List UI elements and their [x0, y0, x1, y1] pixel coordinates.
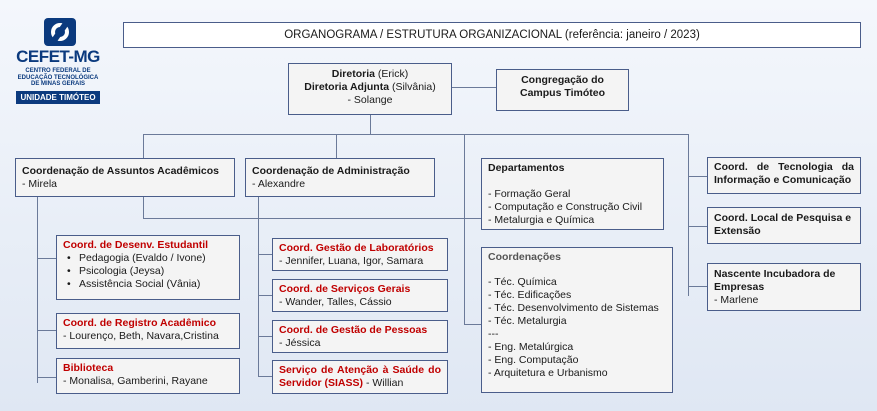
administracao-title: Coordenação de Administração — [252, 165, 410, 177]
diretoria-line1 — [295, 68, 445, 81]
diretoria-staff: - Solange — [347, 94, 393, 106]
incubadora-box — [707, 263, 861, 311]
biblioteca-box — [56, 358, 240, 394]
departamentos-title: Departamentos — [488, 162, 565, 174]
administracao-box — [245, 158, 435, 197]
servicos-gerais-box — [272, 279, 448, 312]
biblioteca-people: - Monalisa, Gamberini, Rayane — [63, 375, 208, 387]
chart-title-text: ORGANOGRAMA / ESTRUTURA ORGANIZACIONAL (referência: janeiro / 2023) — [284, 29, 700, 41]
coordenacoes-title: Coordenações — [488, 251, 561, 263]
diretoria-box — [288, 63, 452, 115]
siass-people: - Willian — [363, 377, 404, 389]
servicos-gerais-title: Coord. de Serviços Gerais — [279, 283, 411, 295]
connector-academicos-down — [143, 197, 144, 218]
laboratorios-people: - Jennifer, Luana, Igor, Samara — [279, 255, 424, 267]
departamentos-item: - Formação Geral — [488, 188, 571, 200]
diretoria-adjunta-person: (Silvânia) — [389, 81, 436, 93]
connector-director-congregacao — [452, 87, 496, 88]
diretoria-adjunta-line — [295, 81, 445, 94]
logo-unit-banner: UNIDADE TIMÓTEO — [16, 91, 100, 104]
diretoria-adjunta-title: Diretoria Adjunta — [304, 81, 390, 93]
academicos-person: - Mirela — [22, 178, 58, 190]
connector-to-departamentos — [464, 134, 465, 324]
servicos-gerais-people: - Wander, Talles, Cássio — [279, 296, 392, 308]
congregacao-label: Congregação do Campus Timóteo — [520, 74, 605, 99]
registro-academico-people: - Lourenço, Beth, Navara,Cristina — [63, 330, 219, 342]
connector-to-laboratorios — [258, 254, 272, 255]
biblioteca-title: Biblioteca — [63, 362, 114, 374]
cefet-emblem-icon — [44, 18, 76, 46]
ti-box — [707, 157, 861, 194]
cefet-logo — [16, 18, 100, 104]
laboratorios-box — [272, 238, 448, 271]
departamentos-item: - Metalurgia e Química — [488, 214, 595, 226]
siass-title: Serviço de Atenção à Saúde do Servidor (SIASS) — [279, 364, 441, 389]
connector-to-registro — [37, 330, 56, 331]
logo-subtitle — [16, 68, 100, 88]
desenv-estudantil-item: • Pedagogia (Evaldo / Ivone) — [63, 252, 233, 265]
connector-to-desenv — [37, 258, 56, 259]
logo-name: CEFET-MG — [16, 47, 100, 66]
connector-to-incubadora — [688, 286, 707, 287]
pesquisa-box — [707, 207, 861, 244]
coordenacoes-item: - Téc. Química — [488, 276, 557, 288]
logo-sub-line3: DE MINAS GERAIS — [30, 81, 85, 87]
laboratorios-title: Coord. Gestão de Laboratórios — [279, 242, 434, 254]
gestao-pessoas-box — [272, 320, 448, 353]
incubadora-person: - Marlene — [714, 294, 759, 306]
connector-top-bus — [143, 134, 688, 135]
coordenacoes-item: - Téc. Desenvolvimento de Sistemas — [488, 302, 659, 314]
registro-academico-box — [56, 313, 240, 349]
desenv-estudantil-box — [56, 235, 240, 300]
departamentos-item: - Computação e Construção Civil — [488, 201, 643, 213]
connector-dept-to-coord — [464, 324, 481, 325]
logo-sub-line2: EDUCAÇÃO TECNOLÓGICA — [17, 74, 99, 81]
connector-to-pessoas — [258, 336, 272, 337]
connector-to-pesquisa — [688, 226, 707, 227]
ti-title: Coord. de Tecnologia da Informação e Comunicação — [714, 161, 854, 186]
connector-to-siass — [258, 376, 272, 377]
connector-to-biblioteca — [37, 377, 56, 378]
administracao-person: - Alexandre — [252, 178, 306, 190]
siass-box — [272, 360, 448, 394]
diretoria-title: Diretoria — [331, 68, 375, 80]
diretoria-person: (Erick) — [374, 68, 409, 80]
academicos-title: Coordenação de Assuntos Acadêmicos — [22, 165, 220, 177]
desenv-estudantil-item: • Assistência Social (Vânia) — [63, 278, 233, 291]
gestao-pessoas-people: - Jéssica — [279, 337, 321, 349]
logo-sub-line1: CENTRO FEDERAL DE — [25, 68, 91, 74]
coordenacoes-item: - Eng. Metalúrgica — [488, 341, 574, 353]
connector-to-academicos — [143, 134, 144, 158]
connector-director-down — [370, 115, 371, 135]
congregacao-box — [496, 69, 629, 111]
coordenacoes-separator: --- — [488, 328, 499, 340]
connector-to-administracao — [336, 134, 337, 158]
registro-academico-title: Coord. de Registro Acadêmico — [63, 317, 217, 329]
connector-right-column — [688, 134, 689, 296]
pesquisa-title: Coord. Local de Pesquisa e Extensão — [714, 212, 852, 237]
academicos-box — [15, 158, 235, 197]
desenv-estudantil-item: • Psicologia (Jeysa) — [63, 265, 233, 278]
gestao-pessoas-title: Coord. de Gestão de Pessoas — [279, 324, 428, 336]
desenv-estudantil-title: Coord. de Desenv. Estudantil — [63, 239, 209, 251]
coordenacoes-box — [481, 247, 673, 393]
coordenacoes-item: - Arquitetura e Urbanismo — [488, 367, 608, 379]
connector-academicos-children — [37, 197, 38, 383]
connector-to-ti — [688, 176, 707, 177]
incubadora-title: Nascente Incubadora de Empresas — [714, 268, 836, 293]
coordenacoes-item: - Téc. Edificações — [488, 289, 572, 301]
departamentos-box — [481, 158, 664, 230]
coordenacoes-item: - Téc. Metalurgia — [488, 315, 567, 327]
chart-title — [123, 22, 861, 48]
connector-to-servicos — [258, 295, 272, 296]
coordenacoes-item: - Eng. Computação — [488, 354, 579, 366]
connector-administracao-children — [258, 197, 259, 377]
